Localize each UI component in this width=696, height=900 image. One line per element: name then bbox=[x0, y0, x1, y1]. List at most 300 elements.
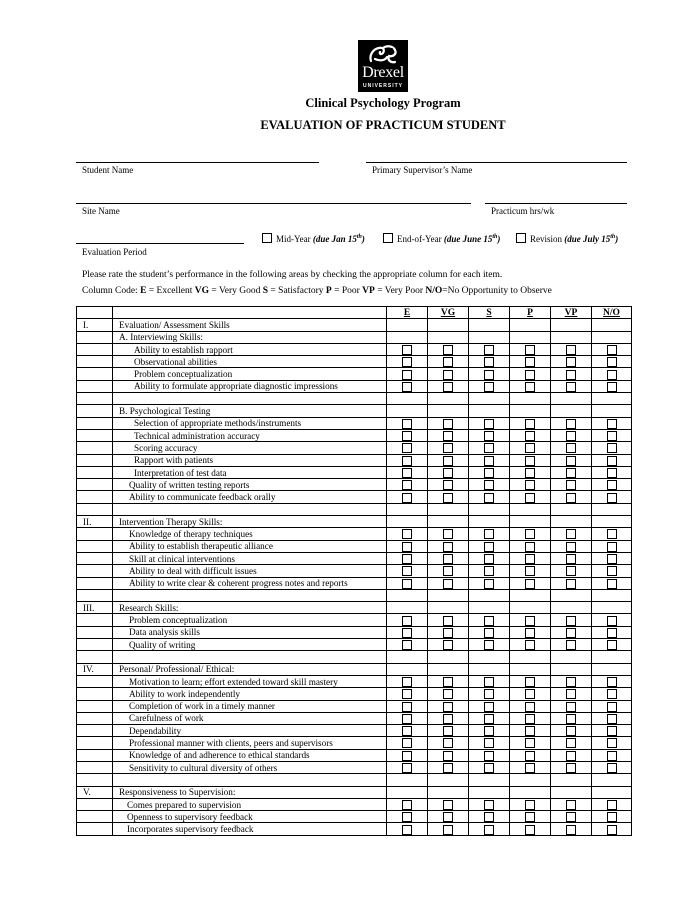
criterion-label: Scoring accuracy bbox=[113, 442, 387, 454]
rating-cell bbox=[387, 798, 428, 810]
rating-checkbox-e[interactable] bbox=[402, 345, 412, 355]
rating-cell bbox=[428, 639, 469, 651]
rating-checkbox-no[interactable] bbox=[607, 419, 617, 429]
rating-checkbox-vp[interactable] bbox=[566, 542, 576, 552]
rating-cell bbox=[551, 466, 592, 478]
rating-checkbox-e[interactable] bbox=[402, 554, 412, 564]
empty-cell bbox=[469, 331, 510, 343]
rating-checkbox-e[interactable] bbox=[402, 480, 412, 490]
rating-cell bbox=[551, 491, 592, 503]
rating-checkbox-p[interactable] bbox=[525, 616, 535, 626]
rating-checkbox-s[interactable] bbox=[484, 566, 494, 576]
rating-checkbox-vp[interactable] bbox=[566, 702, 576, 712]
rating-cell bbox=[387, 454, 428, 466]
section-number bbox=[77, 368, 113, 380]
rating-cell bbox=[387, 417, 428, 429]
rating-checkbox-e[interactable] bbox=[402, 468, 412, 478]
section-number bbox=[77, 725, 113, 737]
criterion-label: Ability to write clear & coherent progress notes and reports bbox=[113, 577, 387, 589]
empty-cell bbox=[510, 393, 551, 405]
rating-cell bbox=[428, 688, 469, 700]
rating-checkbox-s[interactable] bbox=[484, 456, 494, 466]
criterion-label: Interpretation of test data bbox=[113, 466, 387, 478]
rating-cell bbox=[387, 380, 428, 392]
rating-checkbox-p[interactable] bbox=[525, 529, 535, 539]
rating-checkbox-vg[interactable] bbox=[443, 763, 453, 773]
rating-checkbox-vg[interactable] bbox=[443, 640, 453, 650]
table-row bbox=[77, 786, 632, 798]
rating-checkbox-p[interactable] bbox=[525, 431, 535, 441]
rating-cell bbox=[510, 356, 551, 368]
rating-checkbox-no[interactable] bbox=[607, 628, 617, 638]
empty-cell bbox=[469, 786, 510, 798]
rating-checkbox-no[interactable] bbox=[607, 677, 617, 687]
rating-checkbox-s[interactable] bbox=[484, 825, 494, 835]
rating-checkbox-vg[interactable] bbox=[443, 702, 453, 712]
rating-cell bbox=[428, 528, 469, 540]
rating-cell bbox=[592, 811, 632, 823]
rating-checkbox-p[interactable] bbox=[525, 345, 535, 355]
rating-checkbox-e[interactable] bbox=[402, 738, 412, 748]
rating-checkbox-vp[interactable] bbox=[566, 480, 576, 490]
rating-checkbox-vg[interactable] bbox=[443, 616, 453, 626]
rating-checkbox-p[interactable] bbox=[525, 628, 535, 638]
form-title: EVALUATION OF PRACTICUM STUDENT bbox=[260, 118, 506, 132]
rating-checkbox-e[interactable] bbox=[402, 616, 412, 626]
rating-checkbox-e[interactable] bbox=[402, 382, 412, 392]
rating-cell bbox=[387, 675, 428, 687]
criterion-label: Ability to formulate appropriate diagnostic impressions bbox=[113, 380, 387, 392]
rating-checkbox-e[interactable] bbox=[402, 714, 412, 724]
rating-cell bbox=[551, 725, 592, 737]
rating-checkbox-vp[interactable] bbox=[566, 825, 576, 835]
rating-checkbox-s[interactable] bbox=[484, 702, 494, 712]
supervisor-name-field[interactable] bbox=[366, 162, 627, 163]
rating-cell bbox=[428, 479, 469, 491]
rating-checkbox-p[interactable] bbox=[525, 579, 535, 589]
rating-checkbox-no[interactable] bbox=[607, 370, 617, 380]
rating-checkbox-p[interactable] bbox=[525, 812, 535, 822]
rating-checkbox-s[interactable] bbox=[484, 640, 494, 650]
rating-checkbox-no[interactable] bbox=[607, 579, 617, 589]
rating-checkbox-s[interactable] bbox=[484, 493, 494, 503]
rating-checkbox-e[interactable] bbox=[402, 529, 412, 539]
rating-checkbox-no[interactable] bbox=[607, 529, 617, 539]
rating-checkbox-p[interactable] bbox=[525, 382, 535, 392]
rating-checkbox-vg[interactable] bbox=[443, 726, 453, 736]
rating-checkbox-vp[interactable] bbox=[566, 763, 576, 773]
empty-cell bbox=[551, 503, 592, 515]
rating-cell bbox=[387, 761, 428, 773]
rating-checkbox-vg[interactable] bbox=[443, 529, 453, 539]
rating-checkbox-s[interactable] bbox=[484, 800, 494, 810]
rating-checkbox-p[interactable] bbox=[525, 419, 535, 429]
table-row bbox=[77, 725, 632, 737]
rating-checkbox-vg[interactable] bbox=[443, 419, 453, 429]
rating-checkbox-e[interactable] bbox=[402, 677, 412, 687]
rating-checkbox-p[interactable] bbox=[525, 825, 535, 835]
section-number bbox=[77, 356, 113, 368]
rating-checkbox-p[interactable] bbox=[525, 542, 535, 552]
revision-checkbox[interactable] bbox=[516, 233, 526, 243]
rating-checkbox-p[interactable] bbox=[525, 726, 535, 736]
rating-checkbox-vg[interactable] bbox=[443, 468, 453, 478]
rating-checkbox-e[interactable] bbox=[402, 419, 412, 429]
rating-checkbox-p[interactable] bbox=[525, 468, 535, 478]
rating-checkbox-vp[interactable] bbox=[566, 370, 576, 380]
rating-cell bbox=[551, 356, 592, 368]
rating-checkbox-s[interactable] bbox=[484, 738, 494, 748]
rating-checkbox-no[interactable] bbox=[607, 689, 617, 699]
rating-checkbox-vg[interactable] bbox=[443, 480, 453, 490]
rating-checkbox-vp[interactable] bbox=[566, 579, 576, 589]
rating-checkbox-vp[interactable] bbox=[566, 616, 576, 626]
rating-cell bbox=[592, 540, 632, 552]
rating-cell bbox=[510, 688, 551, 700]
rating-checkbox-vg[interactable] bbox=[443, 677, 453, 687]
rating-checkbox-no[interactable] bbox=[607, 382, 617, 392]
empty-cell bbox=[510, 503, 551, 515]
rating-checkbox-s[interactable] bbox=[484, 345, 494, 355]
empty-cell bbox=[510, 516, 551, 528]
criterion-label: Ability to deal with difficult issues bbox=[113, 565, 387, 577]
rating-checkbox-no[interactable] bbox=[607, 345, 617, 355]
rating-checkbox-s[interactable] bbox=[484, 689, 494, 699]
section-number bbox=[77, 454, 113, 466]
rating-checkbox-vg[interactable] bbox=[443, 542, 453, 552]
rating-checkbox-vg[interactable] bbox=[443, 370, 453, 380]
rating-checkbox-no[interactable] bbox=[607, 431, 617, 441]
rating-checkbox-s[interactable] bbox=[484, 751, 494, 761]
rating-checkbox-no[interactable] bbox=[607, 468, 617, 478]
rating-checkbox-no[interactable] bbox=[607, 443, 617, 453]
student-name-label: Student Name bbox=[82, 165, 134, 175]
rating-checkbox-no[interactable] bbox=[607, 763, 617, 773]
rating-checkbox-e[interactable] bbox=[402, 640, 412, 650]
rating-cell bbox=[387, 725, 428, 737]
rating-cell bbox=[510, 552, 551, 564]
rating-checkbox-p[interactable] bbox=[525, 751, 535, 761]
table-row bbox=[77, 700, 632, 712]
section-title: Responsiveness to Supervision: bbox=[113, 786, 387, 798]
rating-checkbox-p[interactable] bbox=[525, 689, 535, 699]
section-number bbox=[77, 700, 113, 712]
rating-checkbox-e[interactable] bbox=[402, 800, 412, 810]
rating-checkbox-s[interactable] bbox=[484, 443, 494, 453]
criterion-label: Rapport with patients bbox=[113, 454, 387, 466]
rating-cell bbox=[551, 429, 592, 441]
section-title: Research Skills: bbox=[113, 602, 387, 614]
rating-checkbox-e[interactable] bbox=[402, 542, 412, 552]
section-number bbox=[77, 737, 113, 749]
student-name-field[interactable] bbox=[76, 162, 319, 163]
rating-cell bbox=[428, 577, 469, 589]
rating-checkbox-vg[interactable] bbox=[443, 751, 453, 761]
empty-cell bbox=[428, 786, 469, 798]
rating-checkbox-no[interactable] bbox=[607, 493, 617, 503]
empty-cell bbox=[428, 503, 469, 515]
rating-checkbox-no[interactable] bbox=[607, 738, 617, 748]
section-number: I. bbox=[77, 319, 113, 331]
rating-checkbox-vp[interactable] bbox=[566, 689, 576, 699]
rating-cell bbox=[428, 442, 469, 454]
section-number bbox=[77, 307, 113, 319]
rating-checkbox-s[interactable] bbox=[484, 431, 494, 441]
rating-checkbox-p[interactable] bbox=[525, 702, 535, 712]
rating-checkbox-vp[interactable] bbox=[566, 640, 576, 650]
table-row bbox=[77, 761, 632, 773]
end-of-year-checkbox[interactable] bbox=[383, 233, 393, 243]
rating-checkbox-vp[interactable] bbox=[566, 726, 576, 736]
rating-checkbox-vg[interactable] bbox=[443, 443, 453, 453]
rating-checkbox-vg[interactable] bbox=[443, 566, 453, 576]
rating-checkbox-vp[interactable] bbox=[566, 443, 576, 453]
rating-checkbox-vp[interactable] bbox=[566, 456, 576, 466]
rating-checkbox-e[interactable] bbox=[402, 579, 412, 589]
rating-checkbox-p[interactable] bbox=[525, 763, 535, 773]
rating-checkbox-vp[interactable] bbox=[566, 677, 576, 687]
rating-cell bbox=[592, 454, 632, 466]
rating-checkbox-vp[interactable] bbox=[566, 554, 576, 564]
row-label bbox=[113, 503, 387, 515]
rating-checkbox-p[interactable] bbox=[525, 738, 535, 748]
rating-checkbox-no[interactable] bbox=[607, 566, 617, 576]
empty-cell bbox=[387, 663, 428, 675]
rating-cell bbox=[510, 749, 551, 761]
rating-checkbox-e[interactable] bbox=[402, 493, 412, 503]
rating-checkbox-vp[interactable] bbox=[566, 566, 576, 576]
empty-cell bbox=[387, 786, 428, 798]
rating-checkbox-vp[interactable] bbox=[566, 345, 576, 355]
rating-checkbox-vp[interactable] bbox=[566, 800, 576, 810]
criterion-label: Quality of written testing reports bbox=[113, 479, 387, 491]
rating-checkbox-e[interactable] bbox=[402, 751, 412, 761]
rating-checkbox-vg[interactable] bbox=[443, 357, 453, 367]
rating-checkbox-p[interactable] bbox=[525, 554, 535, 564]
rating-checkbox-vg[interactable] bbox=[443, 800, 453, 810]
rating-checkbox-p[interactable] bbox=[525, 480, 535, 490]
empty-cell bbox=[592, 663, 632, 675]
rating-checkbox-s[interactable] bbox=[484, 419, 494, 429]
site-name-field[interactable] bbox=[76, 203, 471, 204]
rating-checkbox-p[interactable] bbox=[525, 493, 535, 503]
rating-checkbox-no[interactable] bbox=[607, 616, 617, 626]
rating-checkbox-s[interactable] bbox=[484, 529, 494, 539]
section-number bbox=[77, 417, 113, 429]
rating-checkbox-s[interactable] bbox=[484, 812, 494, 822]
table-header-row bbox=[77, 307, 632, 319]
rating-checkbox-vg[interactable] bbox=[443, 738, 453, 748]
rating-checkbox-s[interactable] bbox=[484, 542, 494, 552]
table-row bbox=[77, 651, 632, 663]
section-number bbox=[77, 688, 113, 700]
rating-checkbox-s[interactable] bbox=[484, 357, 494, 367]
rating-checkbox-s[interactable] bbox=[484, 480, 494, 490]
table-row bbox=[77, 454, 632, 466]
empty-cell bbox=[510, 602, 551, 614]
section-number: IV. bbox=[77, 663, 113, 675]
rating-cell bbox=[387, 737, 428, 749]
rating-checkbox-vp[interactable] bbox=[566, 419, 576, 429]
rating-cell bbox=[387, 700, 428, 712]
rating-checkbox-no[interactable] bbox=[607, 812, 617, 822]
rating-checkbox-vp[interactable] bbox=[566, 714, 576, 724]
rating-checkbox-vg[interactable] bbox=[443, 345, 453, 355]
rating-cell bbox=[592, 725, 632, 737]
rating-checkbox-vp[interactable] bbox=[566, 628, 576, 638]
rating-checkbox-e[interactable] bbox=[402, 456, 412, 466]
rating-checkbox-vg[interactable] bbox=[443, 493, 453, 503]
empty-cell bbox=[428, 393, 469, 405]
rating-checkbox-vg[interactable] bbox=[443, 382, 453, 392]
rating-checkbox-no[interactable] bbox=[607, 751, 617, 761]
rating-checkbox-e[interactable] bbox=[402, 689, 412, 699]
rating-checkbox-vp[interactable] bbox=[566, 529, 576, 539]
rating-checkbox-no[interactable] bbox=[607, 726, 617, 736]
rating-checkbox-no[interactable] bbox=[607, 357, 617, 367]
rating-checkbox-no[interactable] bbox=[607, 456, 617, 466]
table-row bbox=[77, 356, 632, 368]
empty-cell bbox=[469, 602, 510, 614]
rating-checkbox-e[interactable] bbox=[402, 443, 412, 453]
rating-checkbox-e[interactable] bbox=[402, 812, 412, 822]
rating-checkbox-no[interactable] bbox=[607, 542, 617, 552]
rating-cell bbox=[469, 380, 510, 392]
section-number bbox=[77, 405, 113, 417]
rating-checkbox-e[interactable] bbox=[402, 370, 412, 380]
table-row bbox=[77, 774, 632, 786]
rating-checkbox-s[interactable] bbox=[484, 677, 494, 687]
column-header-s: S bbox=[469, 307, 510, 319]
rating-checkbox-e[interactable] bbox=[402, 566, 412, 576]
rating-cell bbox=[510, 798, 551, 810]
rating-checkbox-vp[interactable] bbox=[566, 751, 576, 761]
rating-checkbox-s[interactable] bbox=[484, 468, 494, 478]
rating-checkbox-p[interactable] bbox=[525, 800, 535, 810]
rating-checkbox-no[interactable] bbox=[607, 554, 617, 564]
rating-checkbox-p[interactable] bbox=[525, 370, 535, 380]
evaluation-period-field[interactable] bbox=[76, 243, 244, 244]
rating-checkbox-p[interactable] bbox=[525, 714, 535, 724]
criterion-label: Problem conceptualization bbox=[113, 368, 387, 380]
table-row bbox=[77, 639, 632, 651]
rating-checkbox-e[interactable] bbox=[402, 763, 412, 773]
rating-checkbox-p[interactable] bbox=[525, 443, 535, 453]
rating-checkbox-vg[interactable] bbox=[443, 554, 453, 564]
rating-checkbox-vg[interactable] bbox=[443, 579, 453, 589]
rating-checkbox-no[interactable] bbox=[607, 702, 617, 712]
rating-checkbox-vp[interactable] bbox=[566, 431, 576, 441]
rating-checkbox-no[interactable] bbox=[607, 800, 617, 810]
rating-cell bbox=[387, 343, 428, 355]
rating-cell bbox=[469, 429, 510, 441]
rating-checkbox-e[interactable] bbox=[402, 357, 412, 367]
empty-cell bbox=[592, 602, 632, 614]
empty-cell bbox=[387, 393, 428, 405]
rating-checkbox-vg[interactable] bbox=[443, 714, 453, 724]
section-number bbox=[77, 823, 113, 835]
rating-cell bbox=[428, 811, 469, 823]
rating-cell bbox=[551, 565, 592, 577]
program-title: Clinical Psychology Program bbox=[305, 96, 461, 110]
rating-checkbox-s[interactable] bbox=[484, 714, 494, 724]
table-row bbox=[77, 429, 632, 441]
rating-checkbox-e[interactable] bbox=[402, 825, 412, 835]
criterion-label: Sensitivity to cultural diversity of others bbox=[113, 761, 387, 773]
empty-cell bbox=[551, 331, 592, 343]
rating-checkbox-vg[interactable] bbox=[443, 456, 453, 466]
rating-checkbox-e[interactable] bbox=[402, 431, 412, 441]
rating-checkbox-p[interactable] bbox=[525, 677, 535, 687]
section-number bbox=[77, 614, 113, 626]
rating-checkbox-no[interactable] bbox=[607, 480, 617, 490]
rating-checkbox-vg[interactable] bbox=[443, 431, 453, 441]
empty-cell bbox=[592, 319, 632, 331]
rating-checkbox-vp[interactable] bbox=[566, 738, 576, 748]
rating-checkbox-s[interactable] bbox=[484, 616, 494, 626]
rating-checkbox-vp[interactable] bbox=[566, 357, 576, 367]
rating-cell bbox=[510, 626, 551, 638]
rating-checkbox-vp[interactable] bbox=[566, 468, 576, 478]
rating-cell bbox=[551, 749, 592, 761]
criterion-label: Data analysis skills bbox=[113, 626, 387, 638]
rating-checkbox-p[interactable] bbox=[525, 357, 535, 367]
mid-year-checkbox[interactable] bbox=[262, 233, 272, 243]
rating-checkbox-vg[interactable] bbox=[443, 689, 453, 699]
practicum-hours-field[interactable] bbox=[485, 203, 627, 204]
rating-checkbox-s[interactable] bbox=[484, 579, 494, 589]
rating-checkbox-no[interactable] bbox=[607, 640, 617, 650]
rating-checkbox-e[interactable] bbox=[402, 702, 412, 712]
rating-checkbox-vp[interactable] bbox=[566, 382, 576, 392]
empty-cell bbox=[551, 393, 592, 405]
empty-cell bbox=[428, 331, 469, 343]
rating-checkbox-p[interactable] bbox=[525, 456, 535, 466]
rating-checkbox-s[interactable] bbox=[484, 628, 494, 638]
rating-checkbox-p[interactable] bbox=[525, 566, 535, 576]
rating-checkbox-s[interactable] bbox=[484, 554, 494, 564]
empty-cell bbox=[387, 602, 428, 614]
rating-checkbox-p[interactable] bbox=[525, 640, 535, 650]
rating-checkbox-vp[interactable] bbox=[566, 493, 576, 503]
rating-cell bbox=[387, 356, 428, 368]
rating-checkbox-no[interactable] bbox=[607, 714, 617, 724]
rating-checkbox-vg[interactable] bbox=[443, 628, 453, 638]
rating-checkbox-s[interactable] bbox=[484, 382, 494, 392]
rating-checkbox-no[interactable] bbox=[607, 825, 617, 835]
rating-cell bbox=[469, 442, 510, 454]
rating-checkbox-e[interactable] bbox=[402, 726, 412, 736]
rating-cell bbox=[510, 442, 551, 454]
criterion-label: Dependability bbox=[113, 725, 387, 737]
rating-checkbox-e[interactable] bbox=[402, 628, 412, 638]
rating-checkbox-s[interactable] bbox=[484, 726, 494, 736]
rating-cell bbox=[510, 479, 551, 491]
empty-cell bbox=[510, 319, 551, 331]
rating-checkbox-vp[interactable] bbox=[566, 812, 576, 822]
rating-checkbox-vg[interactable] bbox=[443, 825, 453, 835]
instructions: Please rate the student’s performance in the following areas by checking the appropriate column for each item. bbox=[82, 270, 503, 280]
criterion-label: Motivation to learn; effort extended toward skill mastery bbox=[113, 675, 387, 687]
rating-cell bbox=[510, 528, 551, 540]
rating-checkbox-vg[interactable] bbox=[443, 812, 453, 822]
criterion-label: Comes prepared to supervision bbox=[113, 798, 387, 810]
rating-checkbox-s[interactable] bbox=[484, 763, 494, 773]
empty-cell bbox=[551, 319, 592, 331]
rating-checkbox-s[interactable] bbox=[484, 370, 494, 380]
empty-cell bbox=[428, 516, 469, 528]
rating-cell bbox=[592, 688, 632, 700]
